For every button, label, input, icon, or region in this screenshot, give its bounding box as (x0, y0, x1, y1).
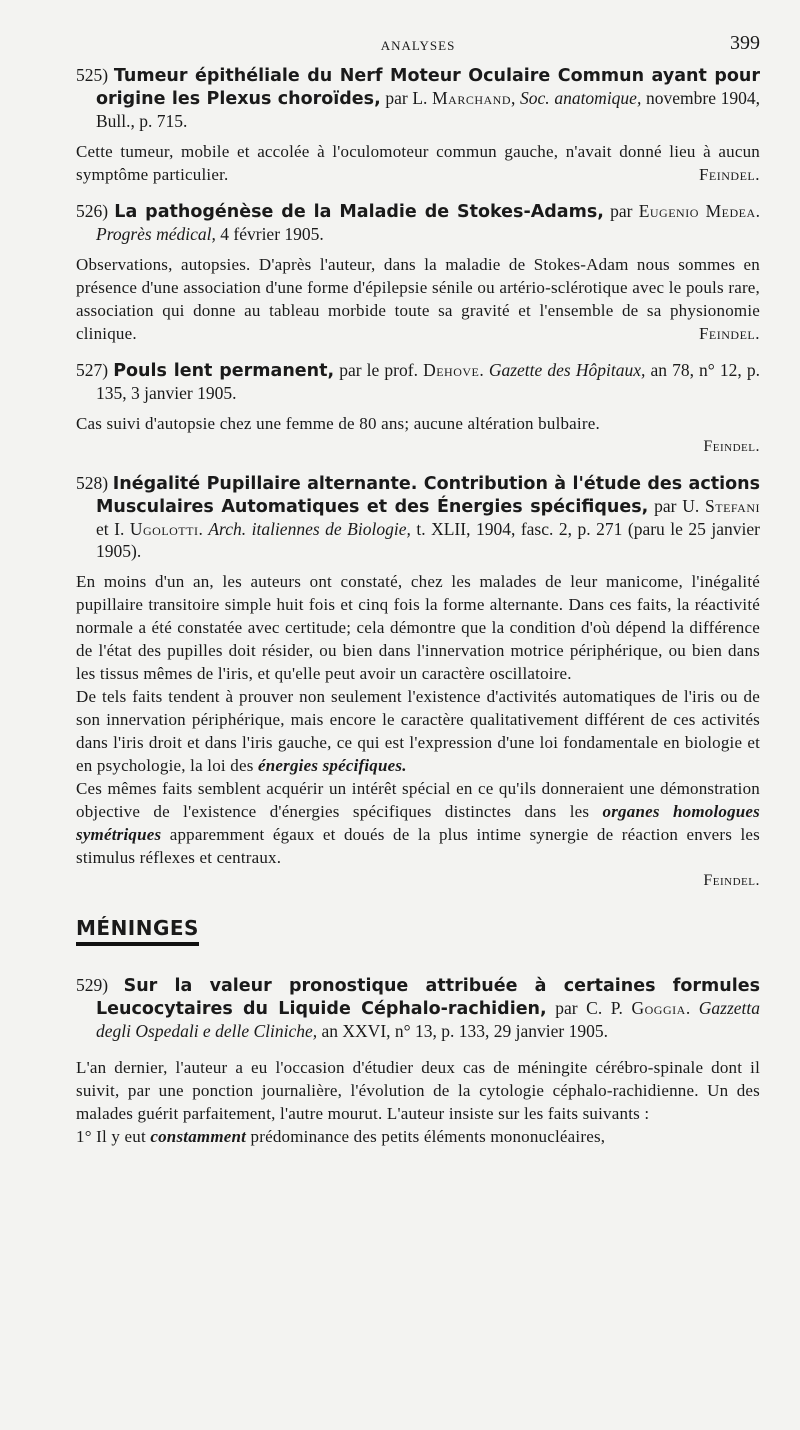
signature: Feindel. (698, 165, 760, 184)
abstract-text: Cette tumeur, mobile et accolée à l'oculomoteur commun gauche, n'avait donné lieu à aucun symptôme particulier. (76, 142, 760, 184)
emphasis-text: énergies spécifiques. (257, 756, 407, 775)
signature: Feindel. (703, 872, 760, 889)
source-title: Soc. anatomique, (520, 88, 642, 108)
abstract-text: Ces mêmes faits semblent acquérir un intérêt spécial en ce qu'ils donneraient une démonstration objective de l'existence d'énergies spécifiques distinctes dans les (76, 779, 760, 821)
entry-number: 527) (76, 360, 109, 380)
abstract-text: prédominance des petits éléments mononucléaires, (246, 1127, 606, 1146)
ref-text: . (479, 360, 489, 380)
author-name: Stefani (705, 496, 761, 516)
entry-heading (76, 974, 760, 1042)
abstract-text: apparemment égaux et doués de la plus intime synergie de réaction envers les stimulus réflexes et centraux. (76, 825, 760, 867)
source-title: Gazette des Hôpitaux, (488, 360, 646, 380)
entry-title: Pouls lent permanent, (113, 361, 335, 381)
signature: Feindel. (698, 324, 760, 343)
abstract-body: En moins d'un an, les auteurs ont constaté, chez les malades de leur manicome, l'inégalité pupillaire transitoire simple huit fois et cinq fois la forme alternante. Dans ces faits, la réactivité normale a été constatée avec certitude; cela démontre que la condition d'où dépend la différence de l'état des pupilles doit résider, ou bien dans l'innervation motrice périphérique, ou bien dans les tissus mêmes de l'iris, et qu'elle peut avoir un caractère oscillatoire. (76, 572, 760, 683)
abstract-body (76, 253, 760, 345)
emphasis-text: constamment (150, 1127, 247, 1146)
entry-title: Tumeur épithéliale du Nerf Moteur Oculaire Commun ayant pour origine les Plexus choroïdes, (96, 66, 760, 109)
ref-text: 4 février 1905. (215, 224, 324, 244)
entry-525 (76, 64, 760, 186)
ref-text: , (511, 88, 521, 108)
author-name: Dehove (423, 360, 480, 380)
abstract-body (76, 777, 760, 869)
abstract-body (76, 1125, 760, 1148)
ref-text: par (603, 201, 639, 221)
ref-text: par C. P. (546, 998, 632, 1018)
entry-heading (76, 200, 760, 245)
ref-text: par U. (648, 496, 705, 516)
ref-text: . (198, 519, 209, 539)
entry-title: La pathogénèse de la Maladie de Stokes-Adams, (114, 202, 604, 222)
entry-number: 529) (76, 975, 109, 995)
running-title: ANALYSES (380, 38, 456, 53)
ref-text: . (685, 998, 699, 1018)
entry-number: 528) (76, 473, 109, 493)
entry-heading (76, 472, 760, 562)
entry-527 (76, 359, 760, 458)
author-name: Eugenio Medea (638, 201, 756, 221)
ref-text: an XXVI, n° 13, p. 133, 29 janvier 1905. (317, 1021, 608, 1041)
ref-text: par L. (380, 88, 433, 108)
abstract-text: De tels faits tendent à prouver non seulement l'existence d'activités automatiques de l'iris ou de son innervation périphérique, mais encore le caractère qualitativement différent de ces activités dans l'iris droit et dans l'iris gauche, ce qui est l'expression d'une loi fondamentale en biologie et en psychologie, la loi des (76, 687, 760, 775)
abstract-text: Observations, autopsies. D'après l'auteur, dans la maladie de Stokes-Adam nous sommes en présence d'une association d'une forme d'épilepsie sénile ou artério-sclérotique avec le pouls rare, association qui donne au tableau morbide toute sa gravité et l'ensemble de sa physionomie clinique. (76, 255, 760, 343)
entry-heading (76, 359, 760, 404)
signature: Feindel. (703, 438, 760, 455)
entry-title: Inégalité Pupillaire alternante. Contribution à l'étude des actions Musculaires Automatiques et des Énergies spécifiques, (96, 474, 761, 517)
abstract-text: 1° Il y eut (76, 1127, 151, 1146)
journal-page (76, 30, 760, 1148)
ref-text: . (755, 201, 761, 221)
source-title: Arch. italiennes de Biologie, (208, 519, 411, 539)
author-name: Ugolotti (129, 519, 199, 539)
entry-528 (76, 472, 760, 892)
ref-text: et I. (96, 519, 130, 539)
abstract-body (76, 140, 760, 186)
entry-heading (76, 64, 760, 132)
entry-529 (76, 974, 760, 1148)
entry-number: 526) (76, 201, 109, 221)
emphasis-text: organes homologues symétriques (76, 802, 760, 844)
section-heading: MÉNINGES (76, 916, 199, 946)
abstract-body: L'an dernier, l'auteur a eu l'occasion d'étudier deux cas de méningite cérébro-spinale dont il suivit, par une ponction journalière, l'évolution de la cytologie céphalo-rachidienne. Un des malades guérit parfaitement, l'autre mourut. L'auteur insiste sur les faits suivants : (76, 1058, 760, 1123)
entry-526 (76, 200, 760, 345)
running-header (76, 30, 760, 58)
abstract-body: Cas suivi d'autopsie chez une femme de 80 ans; aucune altération bulbaire. (76, 414, 600, 433)
entry-title: Sur la valeur pronostique attribuée à certaines formules Leucocytaires du Liquide Céphalo-rachidien, (96, 976, 760, 1019)
ref-text: an 78, n° 12, p. 135, 3 janvier 1905. (96, 360, 761, 403)
author-name: Goggia (631, 998, 686, 1018)
source-title: Progrès médical, (96, 224, 216, 244)
page-number: 399 (730, 32, 760, 54)
ref-text: novembre 1904, Bull., p. 715. (96, 88, 760, 131)
entry-number: 525) (76, 65, 109, 85)
ref-text: par le prof. (334, 360, 424, 380)
ref-text: t. XLII, 1904, fasc. 2, p. 271 (paru le 25 janvier 1905). (96, 519, 761, 561)
source-title: Gazzetta degli Ospedali e delle Cliniche, (96, 998, 761, 1041)
abstract-body (76, 685, 760, 777)
author-name: Marchand (432, 88, 511, 108)
